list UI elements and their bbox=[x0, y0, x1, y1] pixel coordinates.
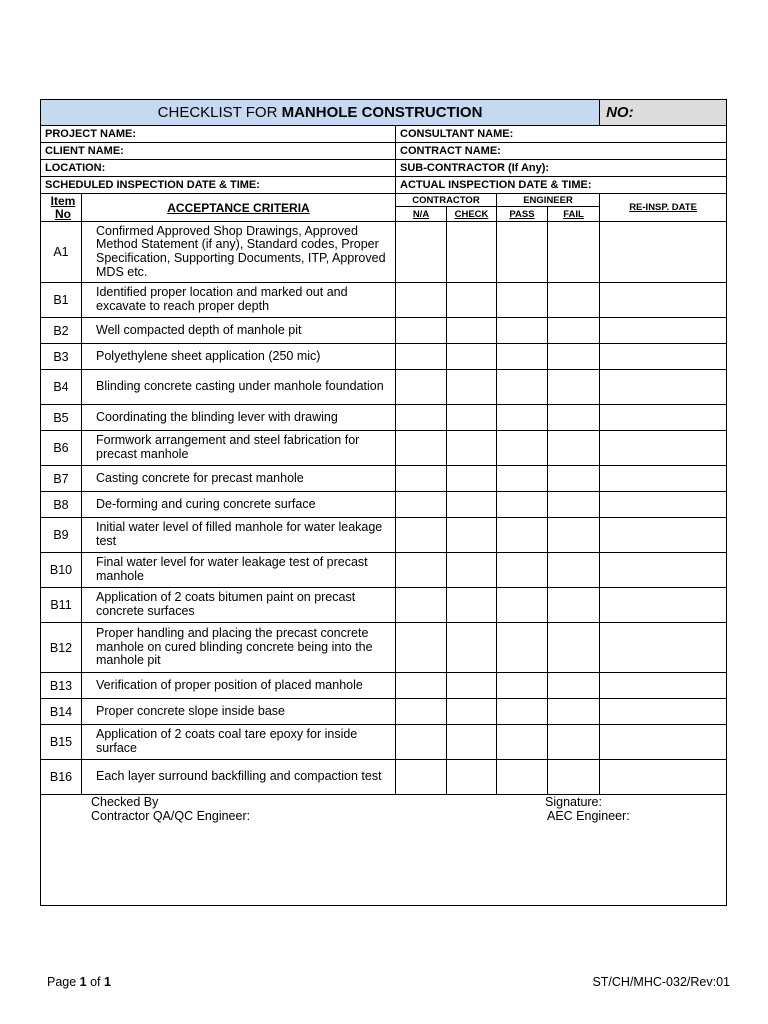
acceptance-criterion: Final water level for water leakage test of precast manhole bbox=[82, 553, 396, 588]
table-row bbox=[41, 699, 727, 725]
acceptance-criterion: Confirmed Approved Shop Drawings, Approved Method Statement (if any), Standard codes, Proper Specification, Supporting Documents, ITP, Approved MDS etc. bbox=[82, 222, 396, 283]
checklist-form bbox=[40, 99, 726, 906]
column-header-row bbox=[41, 194, 727, 207]
item-code: B15 bbox=[41, 725, 82, 760]
table-row bbox=[41, 283, 727, 318]
item-code: A1 bbox=[41, 222, 82, 283]
table-row bbox=[41, 518, 727, 553]
check-cell[interactable] bbox=[447, 673, 497, 699]
signature-label: Signature: bbox=[545, 795, 602, 809]
re-insp-date-cell[interactable] bbox=[600, 673, 727, 699]
project-name-field: PROJECT NAME: bbox=[41, 126, 396, 143]
item-code: B12 bbox=[41, 623, 82, 673]
check-cell[interactable] bbox=[447, 370, 497, 405]
check-cell[interactable] bbox=[447, 318, 497, 344]
na-cell[interactable] bbox=[396, 466, 447, 492]
pass-cell[interactable] bbox=[497, 318, 548, 344]
na-cell[interactable] bbox=[396, 492, 447, 518]
re-insp-date-cell[interactable] bbox=[600, 405, 727, 431]
check-cell[interactable] bbox=[447, 760, 497, 795]
pass-cell[interactable] bbox=[497, 553, 548, 588]
fail-cell[interactable] bbox=[548, 588, 600, 623]
pass-cell[interactable] bbox=[497, 370, 548, 405]
check-cell[interactable] bbox=[447, 623, 497, 673]
table-row bbox=[41, 760, 727, 795]
re-insp-date-cell[interactable] bbox=[600, 431, 727, 466]
table-row bbox=[41, 466, 727, 492]
engineer-header: ENGINEER bbox=[497, 194, 600, 207]
acceptance-criterion: Identified proper location and marked out and excavate to reach proper depth bbox=[82, 283, 396, 318]
pass-cell[interactable] bbox=[497, 588, 548, 623]
item-code: B14 bbox=[41, 699, 82, 725]
fail-header: FAIL bbox=[548, 207, 600, 222]
item-code: B5 bbox=[41, 405, 82, 431]
re-insp-date-cell[interactable] bbox=[600, 623, 727, 673]
fail-cell[interactable] bbox=[548, 492, 600, 518]
re-insp-date-cell[interactable] bbox=[600, 318, 727, 344]
na-cell[interactable] bbox=[396, 725, 447, 760]
acceptance-criterion: Initial water level of filled manhole for water leakage test bbox=[82, 518, 396, 553]
check-cell[interactable] bbox=[447, 431, 497, 466]
check-cell[interactable] bbox=[447, 466, 497, 492]
pass-cell[interactable] bbox=[497, 725, 548, 760]
pass-cell[interactable] bbox=[497, 283, 548, 318]
check-cell[interactable] bbox=[447, 405, 497, 431]
acceptance-criterion: Each layer surround backfilling and compaction test bbox=[82, 760, 396, 795]
re-insp-date-header: RE-INSP. DATE bbox=[600, 194, 727, 222]
check-cell[interactable] bbox=[447, 518, 497, 553]
re-insp-date-cell[interactable] bbox=[600, 466, 727, 492]
info-row bbox=[41, 177, 727, 194]
title-row bbox=[41, 100, 727, 126]
re-insp-date-cell[interactable] bbox=[600, 588, 727, 623]
fail-cell[interactable] bbox=[548, 623, 600, 673]
item-code: B11 bbox=[41, 588, 82, 623]
actual-inspection-field: ACTUAL INSPECTION DATE & TIME: bbox=[396, 177, 727, 194]
na-cell[interactable] bbox=[396, 405, 447, 431]
re-insp-date-cell[interactable] bbox=[600, 344, 727, 370]
fail-cell[interactable] bbox=[548, 222, 600, 283]
pass-cell[interactable] bbox=[497, 492, 548, 518]
acceptance-criterion: Proper concrete slope inside base bbox=[82, 699, 396, 725]
item-code: B8 bbox=[41, 492, 82, 518]
item-code: B7 bbox=[41, 466, 82, 492]
check-cell[interactable] bbox=[447, 492, 497, 518]
table-row bbox=[41, 344, 727, 370]
acceptance-criterion: Application of 2 coats coal tare epoxy for inside surface bbox=[82, 725, 396, 760]
re-insp-date-cell[interactable] bbox=[600, 725, 727, 760]
na-cell[interactable] bbox=[396, 673, 447, 699]
table-row bbox=[41, 492, 727, 518]
fail-cell[interactable] bbox=[548, 431, 600, 466]
fail-cell[interactable] bbox=[548, 673, 600, 699]
na-cell[interactable] bbox=[396, 283, 447, 318]
document-code: ST/CH/MHC-032/Rev:01 bbox=[592, 975, 730, 989]
aec-engineer-label: AEC Engineer: bbox=[547, 809, 630, 823]
na-cell[interactable] bbox=[396, 588, 447, 623]
signoff-section bbox=[41, 795, 727, 906]
contractor-signoff bbox=[91, 795, 250, 823]
pass-cell[interactable] bbox=[497, 431, 548, 466]
fail-cell[interactable] bbox=[548, 725, 600, 760]
re-insp-date-cell[interactable] bbox=[600, 518, 727, 553]
item-code: B16 bbox=[41, 760, 82, 795]
form-number-label: NO: bbox=[600, 100, 727, 126]
checklist-table bbox=[40, 99, 727, 906]
contractor-engineer-label: Contractor QA/QC Engineer: bbox=[91, 809, 251, 823]
acceptance-criterion: De-forming and curing concrete surface bbox=[82, 492, 396, 518]
table-row bbox=[41, 623, 727, 673]
page-number: Page 1 of 1 bbox=[47, 975, 111, 989]
pass-cell[interactable] bbox=[497, 673, 548, 699]
sub-contractor-field: SUB-CONTRACTOR (If Any): bbox=[396, 160, 727, 177]
fail-cell[interactable] bbox=[548, 283, 600, 318]
fail-cell[interactable] bbox=[548, 318, 600, 344]
form-title bbox=[41, 100, 600, 126]
criteria-rows bbox=[41, 222, 727, 795]
item-code: B6 bbox=[41, 431, 82, 466]
item-code: B1 bbox=[41, 283, 82, 318]
fail-cell[interactable] bbox=[548, 466, 600, 492]
acceptance-criterion: Well compacted depth of manhole pit bbox=[82, 318, 396, 344]
na-cell[interactable] bbox=[396, 553, 447, 588]
fail-cell[interactable] bbox=[548, 699, 600, 725]
fail-cell[interactable] bbox=[548, 518, 600, 553]
item-code: B9 bbox=[41, 518, 82, 553]
info-row bbox=[41, 160, 727, 177]
pass-cell[interactable] bbox=[497, 760, 548, 795]
acceptance-criterion: Formwork arrangement and steel fabrication for precast manhole bbox=[82, 431, 396, 466]
check-header: CHECK bbox=[447, 207, 497, 222]
table-row bbox=[41, 318, 727, 344]
acceptance-criterion: Verification of proper position of placed manhole bbox=[82, 673, 396, 699]
table-row bbox=[41, 370, 727, 405]
checked-by-label: Checked By bbox=[91, 795, 159, 809]
check-cell[interactable] bbox=[447, 553, 497, 588]
item-code: B13 bbox=[41, 673, 82, 699]
table-row bbox=[41, 725, 727, 760]
na-cell[interactable] bbox=[396, 623, 447, 673]
check-cell[interactable] bbox=[447, 222, 497, 283]
item-no-header: Item No bbox=[41, 194, 82, 222]
pass-cell[interactable] bbox=[497, 222, 548, 283]
pass-cell[interactable] bbox=[497, 344, 548, 370]
re-insp-date-cell[interactable] bbox=[600, 699, 727, 725]
fail-cell[interactable] bbox=[548, 344, 600, 370]
form-title-prefix: CHECKLIST FOR bbox=[157, 104, 282, 121]
re-insp-date-cell[interactable] bbox=[600, 760, 727, 795]
scheduled-inspection-field: SCHEDULED INSPECTION DATE & TIME: bbox=[41, 177, 396, 194]
fail-cell[interactable] bbox=[548, 553, 600, 588]
na-cell[interactable] bbox=[396, 344, 447, 370]
na-cell[interactable] bbox=[396, 431, 447, 466]
fail-cell[interactable] bbox=[548, 760, 600, 795]
pass-cell[interactable] bbox=[497, 699, 548, 725]
check-cell[interactable] bbox=[447, 344, 497, 370]
form-title-bold: MANHOLE CONSTRUCTION bbox=[281, 104, 483, 121]
re-insp-date-cell[interactable] bbox=[600, 553, 727, 588]
re-insp-date-cell[interactable] bbox=[600, 492, 727, 518]
item-code: B4 bbox=[41, 370, 82, 405]
item-code: B2 bbox=[41, 318, 82, 344]
fail-cell[interactable] bbox=[548, 405, 600, 431]
pass-cell[interactable] bbox=[497, 518, 548, 553]
location-field: LOCATION: bbox=[41, 160, 396, 177]
consultant-name-field: CONSULTANT NAME: bbox=[396, 126, 727, 143]
re-insp-date-cell[interactable] bbox=[600, 283, 727, 318]
fail-cell[interactable] bbox=[548, 370, 600, 405]
check-cell[interactable] bbox=[447, 283, 497, 318]
info-row bbox=[41, 126, 727, 143]
contractor-header: CONTRACTOR bbox=[396, 194, 497, 207]
pass-cell[interactable] bbox=[497, 623, 548, 673]
na-cell[interactable] bbox=[396, 518, 447, 553]
acceptance-criterion: Coordinating the blinding lever with drawing bbox=[82, 405, 396, 431]
acceptance-criterion: Polyethylene sheet application (250 mic) bbox=[82, 344, 396, 370]
item-code: B3 bbox=[41, 344, 82, 370]
na-cell[interactable] bbox=[396, 222, 447, 283]
table-row bbox=[41, 222, 727, 283]
check-cell[interactable] bbox=[447, 725, 497, 760]
acceptance-criterion: Casting concrete for precast manhole bbox=[82, 466, 396, 492]
item-code: B10 bbox=[41, 553, 82, 588]
na-cell[interactable] bbox=[396, 370, 447, 405]
table-row bbox=[41, 405, 727, 431]
na-header: N/A bbox=[396, 207, 447, 222]
na-cell[interactable] bbox=[396, 699, 447, 725]
engineer-signoff bbox=[545, 795, 630, 823]
table-row bbox=[41, 553, 727, 588]
info-row bbox=[41, 143, 727, 160]
contract-name-field: CONTRACT NAME: bbox=[396, 143, 727, 160]
table-row bbox=[41, 673, 727, 699]
check-cell[interactable] bbox=[447, 699, 497, 725]
acceptance-criteria-header: ACCEPTANCE CRITERIA bbox=[82, 194, 396, 222]
check-cell[interactable] bbox=[447, 588, 497, 623]
pass-cell[interactable] bbox=[497, 405, 548, 431]
acceptance-criterion: Application of 2 coats bitumen paint on precast concrete surfaces bbox=[82, 588, 396, 623]
pass-cell[interactable] bbox=[497, 466, 548, 492]
signoff-row bbox=[41, 795, 727, 906]
na-cell[interactable] bbox=[396, 760, 447, 795]
client-name-field: CLIENT NAME: bbox=[41, 143, 396, 160]
re-insp-date-cell[interactable] bbox=[600, 222, 727, 283]
table-row bbox=[41, 431, 727, 466]
acceptance-criterion: Blinding concrete casting under manhole foundation bbox=[82, 370, 396, 405]
na-cell[interactable] bbox=[396, 318, 447, 344]
re-insp-date-cell[interactable] bbox=[600, 370, 727, 405]
acceptance-criterion: Proper handling and placing the precast concrete manhole on cured blinding concrete being into the manhole pit bbox=[82, 623, 396, 673]
pass-header: PASS bbox=[497, 207, 548, 222]
table-row bbox=[41, 588, 727, 623]
